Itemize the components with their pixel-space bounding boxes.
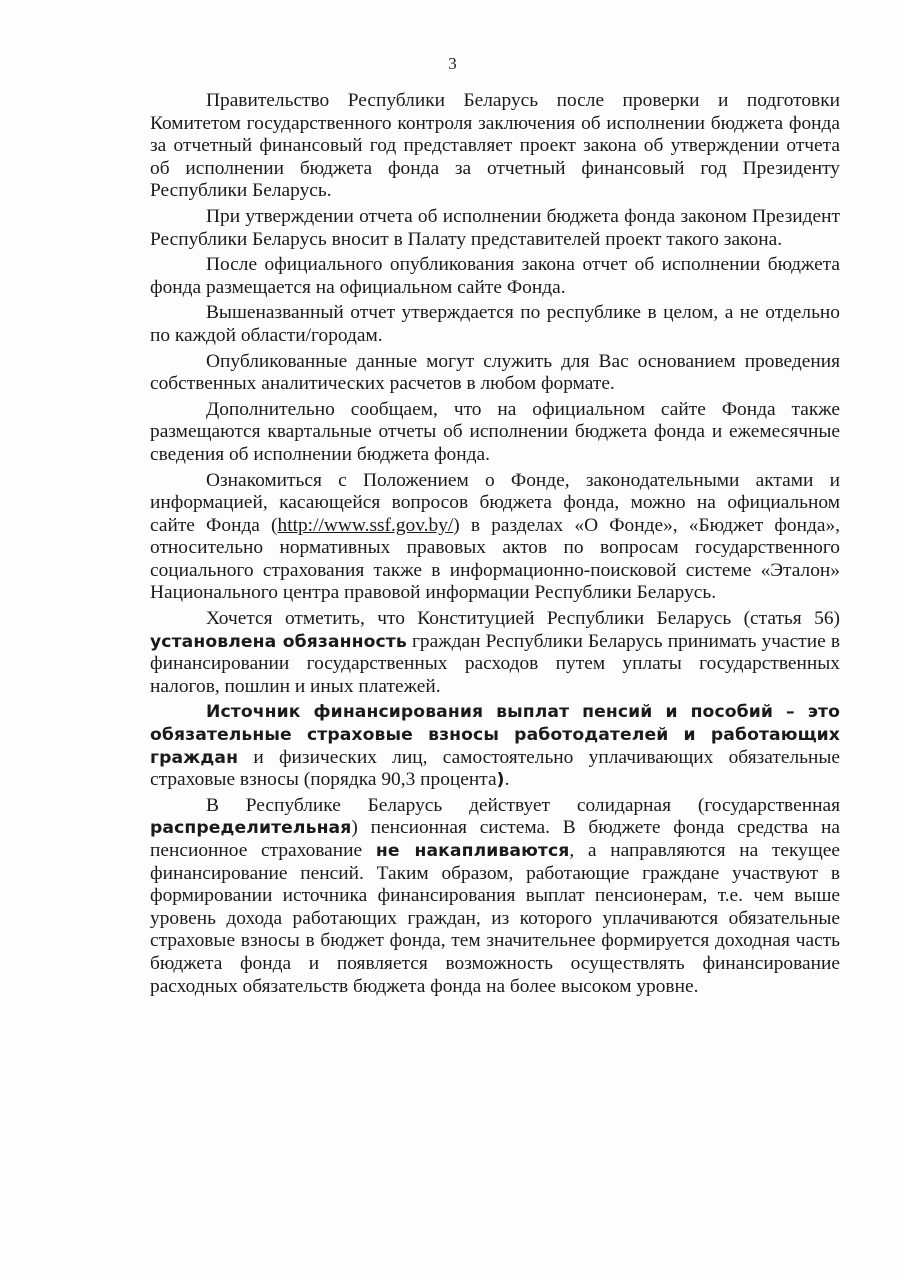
- text-run: В Республике Беларусь действует солидарная (государственная: [206, 794, 840, 816]
- text-run: ) в разделах «О Фонде», «Бюджет фонда», относительно нормативных правовых актов по вопросам государственного социального страхования также в информационно-поисковой системе «Эталон» Национального центра правовой информации Республики Беларусь.: [150, 514, 840, 604]
- paragraph: [150, 470, 840, 606]
- paragraph: Правительство Республики Беларусь после проверки и подготовки Комитетом государственного контроля заключения об исполнении бюджета фонда за отчетный финансовый год представляет проект закона об утверждении отчета об исполнении бюджета фонда за отчетный финансовый год Президенту Республики Беларусь.: [150, 90, 840, 202]
- paragraph: Дополнительно сообщаем, что на официальном сайте Фонда также размещаются квартальные отчеты об исполнении бюджета фонда и ежемесячные сведения об исполнении бюджета фонда.: [150, 398, 840, 465]
- bold-text: Источник финансирования выплат пенсий и пособий – это обязательные страховые взносы работодателей и работающих граждан: [150, 702, 840, 768]
- document-body: [150, 90, 840, 1001]
- bold-text: не накапливаются: [375, 841, 570, 861]
- bold-text: установлена обязанность: [150, 631, 407, 652]
- paragraph: При утверждении отчета об исполнении бюджета фонда законом Президент Республики Беларусь вносит в Палату представителей проект такого закона.: [150, 205, 840, 250]
- text-run: и физических лиц, самостоятельно уплачивающих обязательные страховые взносы (порядка 90,3 процента: [150, 746, 840, 791]
- text-run: .: [504, 769, 510, 791]
- paragraph: Опубликованные данные могут служить для Вас основанием проведения собственных аналитических расчетов в любом формате.: [150, 350, 840, 395]
- page-number: 3: [448, 54, 457, 73]
- text-run: ) пенсионная система. В бюджете фонда средства на пенсионное страхование: [150, 817, 840, 861]
- paragraph: После официального опубликования закона отчет об исполнении бюджета фонда размещается на официальном сайте Фонда.: [150, 254, 840, 298]
- text-run: , а направляются на текущее финансирование пенсий. Таким образом, работающие граждане участвуют в формировании источника финансирования выплат пенсионерам, т.е. чем выше уровень дохода работающих граждан, из которого уплачиваются обязательные страховые взносы в бюджет фонда, тем значительнее формируется доходная часть бюджета фонда и появляется возможность осуществлять финансирование расходных обязательств бюджета фонда на более высоком уровне.: [150, 840, 840, 997]
- paragraph: Вышеназванный отчет утверждается по республике в целом, а не отдельно по каждой области/городам.: [150, 302, 840, 346]
- bold-text: распределительная: [150, 818, 352, 839]
- text-run: Ознакомиться с Положением о Фонде, законодательными актами и информацией, касающейся вопросов бюджета фонда, можно на официальном сайте Фонда (: [150, 469, 840, 536]
- ssf-website-link[interactable]: http://www.ssf.gov.by/: [277, 514, 454, 536]
- paragraph: [150, 795, 840, 998]
- bold-text: ): [496, 770, 505, 791]
- text-run: Хочется отметить, что Конституцией Республики Беларусь (статья 56): [206, 608, 840, 630]
- text-run: граждан Республики Беларусь принимать участие в финансировании государственных расходов путем уплаты государственных налогов, пошлин и иных платежей.: [150, 630, 840, 697]
- paragraph: [150, 701, 840, 791]
- paragraph: [150, 608, 840, 698]
